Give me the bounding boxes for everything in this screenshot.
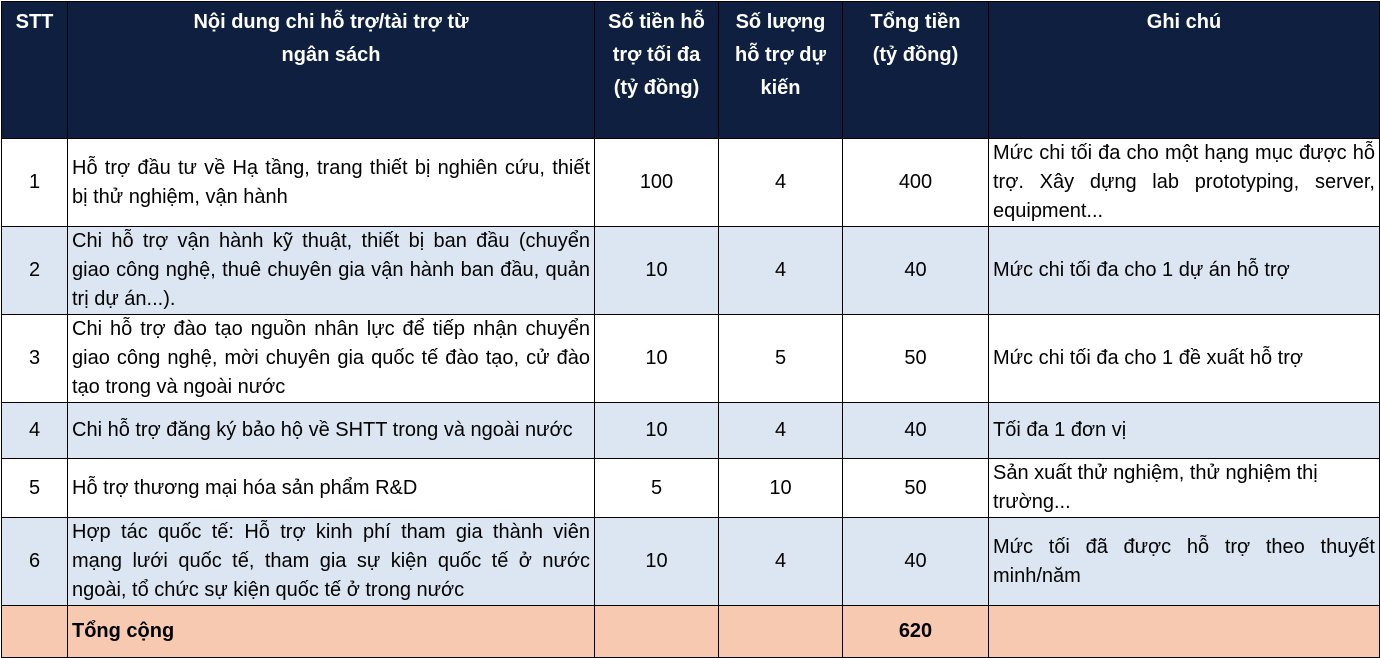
cell-total: 400: [843, 139, 989, 227]
cell-total: 50: [843, 459, 989, 518]
cell-note: Mức tối đã được hỗ trợ theo thuyết minh/năm: [989, 518, 1380, 606]
cell-expected-count: 4: [719, 227, 843, 315]
cell-note: Sản xuất thử nghiệm, thử nghiệm thị trường...: [989, 459, 1380, 518]
cell-stt: 4: [2, 403, 68, 459]
header-row: [2, 2, 1380, 139]
header-max-amount-label: Số tiền hỗ trợ tối đa (tỷ đồng): [608, 11, 705, 99]
table-row: [2, 315, 1380, 403]
table-row: [2, 139, 1380, 227]
cell-total: 40: [843, 518, 989, 606]
cell-expected-count: 10: [719, 459, 843, 518]
cell-expected-count: 4: [719, 518, 843, 606]
header-max-amount: [595, 2, 719, 139]
table-row: [2, 403, 1380, 459]
header-expected-count: [719, 2, 843, 139]
cell-content: Hỗ trợ đầu tư về Hạ tầng, trang thiết bị nghiên cứu, thiết bị thử nghiệm, vận hành: [68, 139, 595, 227]
cell-stt: 1: [2, 139, 68, 227]
cell-note: Tối đa 1 đơn vị: [989, 403, 1380, 459]
cell-total: 40: [843, 403, 989, 459]
cell-total: 50: [843, 315, 989, 403]
cell-note: Mức chi tối đa cho một hạng mục được hỗ trợ. Xây dựng lab prototyping, server, equipment...: [989, 139, 1380, 227]
cell-max-amount: 10: [595, 227, 719, 315]
total-stt-cell: [2, 606, 68, 658]
header-content: [68, 2, 595, 139]
cell-stt: 6: [2, 518, 68, 606]
total-expected-count-cell: [719, 606, 843, 658]
cell-stt: 3: [2, 315, 68, 403]
budget-support-table: [1, 1, 1380, 658]
table-row: [2, 518, 1380, 606]
cell-expected-count: 5: [719, 315, 843, 403]
header-total-label: Tổng tiền (tỷ đồng): [870, 11, 961, 66]
header-expected-count-label: Số lượng hỗ trợ dự kiến: [735, 11, 826, 99]
table-row: [2, 227, 1380, 315]
header-total: [843, 2, 989, 139]
cell-max-amount: 10: [595, 403, 719, 459]
cell-stt: 5: [2, 459, 68, 518]
header-stt: STT: [2, 2, 68, 139]
total-note-cell: [989, 606, 1380, 658]
cell-max-amount: 10: [595, 518, 719, 606]
cell-max-amount: 5: [595, 459, 719, 518]
table-row: [2, 459, 1380, 518]
cell-max-amount: 100: [595, 139, 719, 227]
cell-max-amount: 10: [595, 315, 719, 403]
cell-content: Hợp tác quốc tế: Hỗ trợ kinh phí tham gia thành viên mạng lưới quốc tế, tham gia sự kiện quốc tế ở nước ngoài, tổ chức sự kiện quốc tế ở trong nước: [68, 518, 595, 606]
cell-note: Mức chi tối đa cho 1 dự án hỗ trợ: [989, 227, 1380, 315]
total-value: 620: [843, 606, 989, 658]
cell-expected-count: 4: [719, 403, 843, 459]
header-content-label: Nội dung chi hỗ trợ/tài trợ từ ngân sách: [193, 11, 469, 66]
cell-content: Hỗ trợ thương mại hóa sản phẩm R&D: [68, 459, 595, 518]
cell-note: Mức chi tối đa cho 1 đề xuất hỗ trợ: [989, 315, 1380, 403]
cell-stt: 2: [2, 227, 68, 315]
header-note: Ghi chú: [989, 2, 1380, 139]
total-row: [2, 606, 1380, 658]
cell-total: 40: [843, 227, 989, 315]
cell-expected-count: 4: [719, 139, 843, 227]
cell-content: Chi hỗ trợ đăng ký bảo hộ về SHTT trong và ngoài nước: [68, 403, 595, 459]
total-label: Tổng cộng: [68, 606, 595, 658]
cell-content: Chi hỗ trợ đào tạo nguồn nhân lực để tiếp nhận chuyển giao công nghệ, mời chuyên gia quốc tế đào tạo, cử đào tạo trong và ngoài nước: [68, 315, 595, 403]
total-max-amount-cell: [595, 606, 719, 658]
cell-content: Chi hỗ trợ vận hành kỹ thuật, thiết bị ban đầu (chuyển giao công nghệ, thuê chuyên gia vận hành ban đầu, quản trị dự án...).: [68, 227, 595, 315]
